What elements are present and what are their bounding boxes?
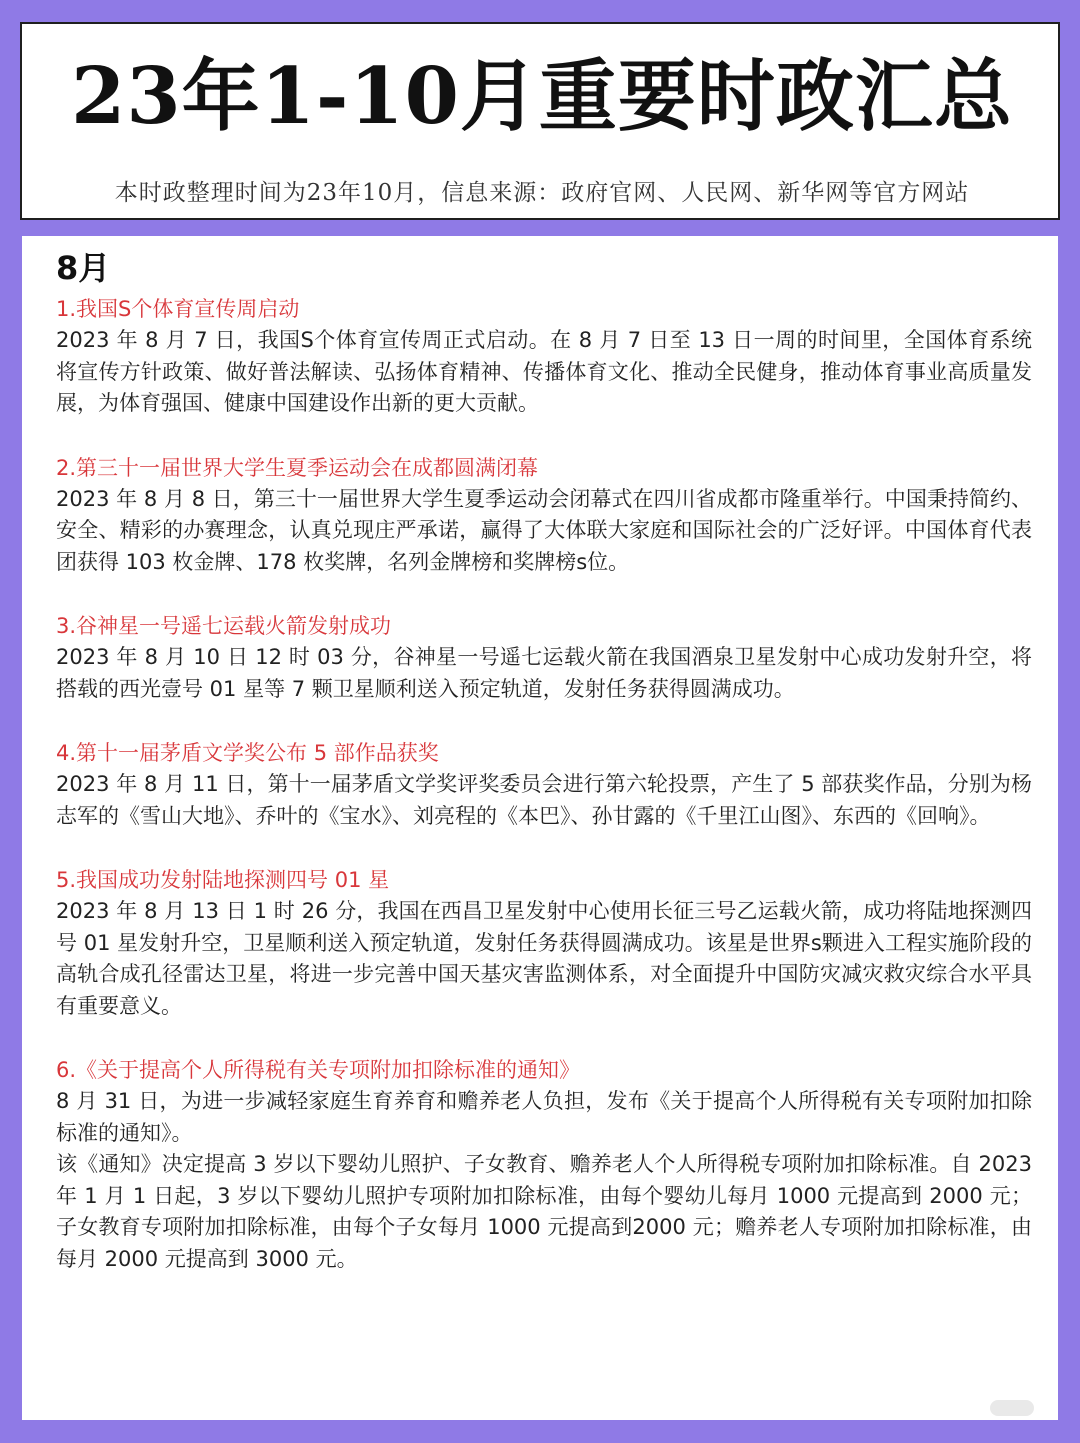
news-list	[56, 294, 1032, 1308]
news-item-body: 2023 年 8 月 7 日，我国S个体育宣传周正式启动。在 8 月 7 日至 13 日一周的时间里，全国体育系统将宣传方针政策、做好普法解读、弘扬体育精神、传播体育文化、推动全民健身，推动体育事业高质量发展，为体育强国、健康中国建设作出新的更大贡献。	[56, 328, 1032, 415]
page-subtitle: 本时政整理时间为23年10月，信息来源：政府官网、人民网、新华网等官方网站	[114, 180, 970, 206]
news-item	[56, 453, 1032, 579]
news-item-body: 2023 年 8 月 13 日 1 时 26 分，我国在西昌卫星发射中心使用长征三号乙运载火箭，成功将陆地探测四号 01 星发射升空，卫星顺利送入预定轨道，发射任务获得圆满成功。该星是世界s颗进入工程实施阶段的高轨合成孔径雷达卫星，将进一步完善中国天基灾害监测体系，对全面提升中国防灾减灾救灾综合水平具有重要意义。	[56, 899, 1032, 1018]
news-item-title: 1.我国S个体育宣传周启动	[56, 297, 300, 321]
news-item-title: 5.我国成功发射陆地探测四号 01 星	[56, 868, 390, 892]
news-item-title: 4.第十一届茅盾文学奖公布 5 部作品获奖	[56, 741, 439, 765]
header-card	[20, 22, 1060, 220]
news-item-body: 2023 年 8 月 10 日 12 时 03 分，谷神星一号遥七运载火箭在我国酒泉卫星发射中心成功发射升空，将搭载的西光壹号 01 星等 7 颗卫星顺利送入预定轨道，发射任务获得圆满成功。	[56, 645, 1032, 701]
news-item-title: 6.《关于提高个人所得税有关专项附加扣除标准的通知》	[56, 1058, 581, 1082]
news-item-title: 3.谷神星一号遥七运载火箭发射成功	[56, 614, 392, 638]
news-item	[56, 865, 1032, 1022]
news-item	[56, 1055, 1032, 1275]
news-item	[56, 294, 1032, 420]
news-item-body: 该《通知》决定提高 3 岁以下婴幼儿照护、子女教育、赡养老人个人所得税专项附加扣除标准。自 2023 年 1 月 1 日起，3 岁以下婴幼儿照护专项附加扣除标准，由每个婴幼儿每月 1000 元提高到 2000 元；子女教育专项附加扣除标准，由每个子女每月 1000 元提高到2000 元；赡养老人专项附加扣除标准，由每月 2000 元提高到 3000 元。	[56, 1152, 1032, 1271]
content-card	[22, 236, 1058, 1420]
news-item-title: 2.第三十一届世界大学生夏季运动会在成都圆满闭幕	[56, 455, 539, 480]
month-heading: 8月	[56, 249, 111, 287]
watermark	[990, 1400, 1034, 1416]
news-item-body: 8 月 31 日，为进一步减轻家庭生育养育和赡养老人负担，发布《关于提高个人所得税有关专项附加扣除标准的通知》。	[56, 1089, 1032, 1145]
news-item	[56, 738, 1032, 832]
news-item-body: 2023 年 8 月 8 日，第三十一届世界大学生夏季运动会闭幕式在四川省成都市隆重举行。中国秉持简约、安全、精彩的办赛理念，认真兑现庄严承诺，赢得了大体联大家庭和国际社会的广泛好评。中国体育代表团获得 103 枚金牌、178 枚奖牌，名列金牌榜和奖牌榜s位。	[56, 486, 1032, 574]
news-item	[56, 611, 1032, 705]
page-title: 23年1-10月重要时政汇总	[71, 51, 1013, 142]
news-item-body: 2023 年 8 月 11 日，第十一届茅盾文学奖评奖委员会进行第六轮投票，产生了 5 部获奖作品，分别为杨志军的《雪山大地》、乔叶的《宝水》、刘亮程的《本巴》、孙甘露的《千里江山图》、东西的《回响》。	[56, 772, 1032, 828]
